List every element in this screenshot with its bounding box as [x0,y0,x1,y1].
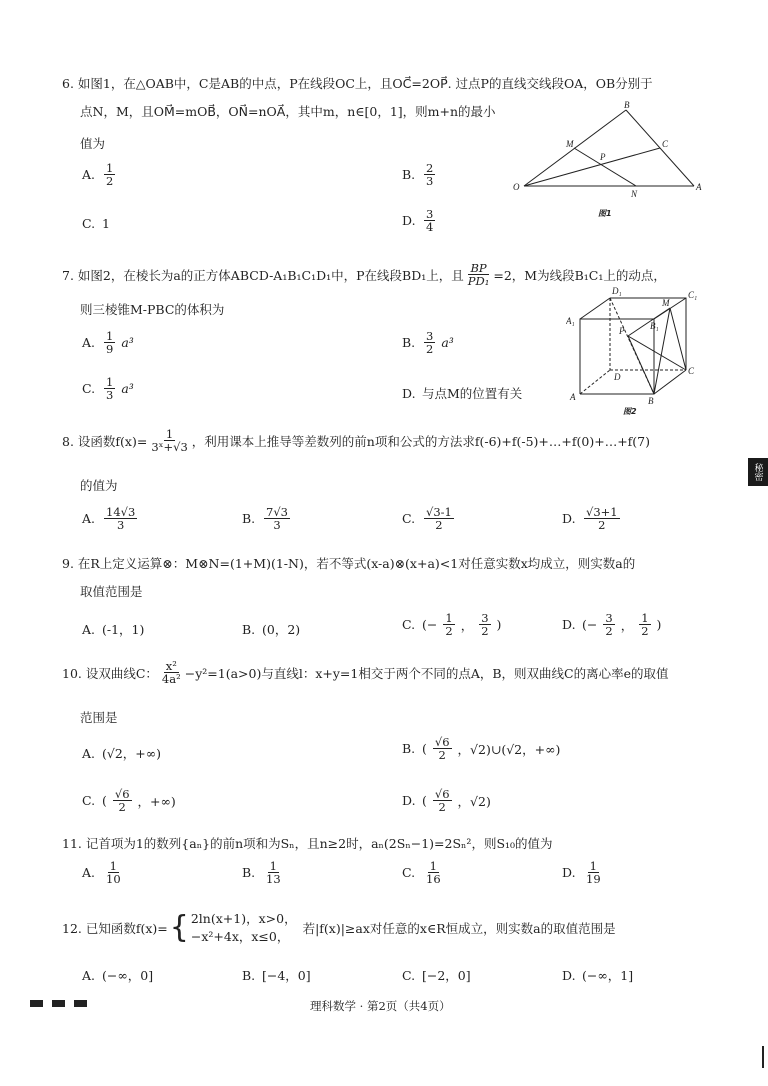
q6-option-b: B. $\frac{2}{3}$ [402,161,434,189]
q12-option-a: A. (−∞，0] [82,967,154,983]
fig2-label-p: P [619,326,625,336]
q6-stem-line2: 点N，M，且OM⃗=mOB⃗，ON⃗=nOA⃗，其中m，n∈[0，1]，则m+n的最小 [80,104,496,119]
q11-stem: 11. 记首项为1的数列{aₙ}的前n项和为Sₙ，且n≥2时，aₙ(2Sₙ−1)=2Sₙ²，则S₁₀的值为 [62,836,553,851]
q12-option-d: D. (−∞，1] [562,967,634,983]
fig2-label-b: B [648,396,654,406]
fig2-label-d: D [614,372,621,382]
q10-option-b: B. ( $\frac{√6}{2}$ ，√2)∪(√2，+∞) [402,735,561,763]
q7-figure-cube [566,284,706,419]
footer-mark-2 [52,1000,65,1007]
q8-option-d: D. $\frac{√3+1}{2}$ [562,505,618,533]
fig2-caption: 图2 [623,407,637,416]
q6-stem-line1: 6. 如图1，在△OAB中，C是AB的中点，P在线段OC上，且OC⃗=2OP⃗. 过点P的直线交线段OA，OB分别于 [62,76,653,91]
fig1-label-o: O [513,182,520,192]
fig2-label-c: C [688,366,695,376]
fig1-label-n: N [631,189,638,199]
fig2-label-m: M [662,298,670,308]
q8-stem-line1: 8. 设函数f(x)= $\frac{1}{\text{3ˣ+√3}}$ ，利用课本上推导等差数列的前n项和公式的方法求f(-6)+f(-5)+…+f(0)+…+f(7) [62,427,650,455]
q10-option-a: A. (√2，+∞) [82,745,162,761]
fig1-caption: 图1 [598,209,612,218]
q10-option-c: C. ( $\frac{√6}{2}$ ，+∞) [82,787,176,815]
q9-option-b: B. (0，2) [242,621,301,637]
q8-stem-line2: 的值为 [80,478,118,493]
q12-option-b: B. [−4，0] [242,967,311,983]
q7-stem-line1: 7. 如图2，在棱长为a的正方体ABCD-A₁B₁C₁D₁中，P在线段BD₁上，且 $\frac{BP}{\text{PD₁}}$ =2，M为线段B₁C₁上的动点， [62,261,666,289]
q7-option-a: A. $\frac{1}{9}$ a³ [82,329,134,357]
fig1-label-p: P [600,152,606,162]
q6-option-c: C. 1 [82,216,110,231]
q11-option-c: C. $\frac{1}{16}$ [402,859,441,887]
footer-mark-1 [30,1000,43,1007]
fig2-label-a1: A₁ [566,316,575,326]
q8-option-a: A. $\frac{14√3}{3}$ [82,505,136,533]
fig2-label-c1: C₁ [688,290,698,300]
fig2-label-b1: B₁ [650,321,659,331]
q12-stem: 12. 已知函数f(x)= { 2ln(x+1)，x>0， −x²+4x，x≤0， 若|f(x)|≥ax对任意的x∈R恒成立，则实数a的取值范围是 [62,910,616,946]
q10-option-d: D. ( $\frac{√6}{2}$ ，√2) [402,787,491,815]
q7-option-b: B. $\frac{3}{2}$ a³ [402,329,454,357]
q9-stem-line2: 取值范围是 [80,584,143,599]
footer-mark-3 [74,1000,87,1007]
q12-option-c: C. [−2，0] [402,967,471,983]
q9-option-c: C. (− $\frac{1}{2}$ ， $\frac{3}{2}$ ) [402,611,502,639]
fig2-label-d1: D₁ [612,286,622,296]
q9-stem-line1: 9. 在R上定义运算⊗：M⊗N=(1+M)(1-N)，若不等式(x-a)⊗(x+a)<1对任意实数x均成立，则实数a的 [62,556,636,571]
q12-piecewise-cases: 2ln(x+1)，x>0， −x²+4x，x≤0， [190,911,297,945]
fig1-label-b: B [624,100,630,110]
q9-option-a: A. (-1，1) [82,621,145,637]
fig1-label-m: M [566,139,574,149]
q11-option-b: B. $\frac{1}{13}$ [242,859,281,887]
q8-option-b: B. $\frac{7√3}{3}$ [242,505,288,533]
q6-stem-line3: 值为 [80,136,106,151]
fig2-label-a: A [570,392,576,402]
page-footer: 理科数学 · 第2页（共4页） [310,999,451,1013]
q11-option-a: A. $\frac{1}{10}$ [82,859,121,887]
q8-option-c: C. $\frac{√3-1}{2}$ [402,505,452,533]
fig1-label-c: C [662,139,669,149]
edge-mark [762,1046,764,1068]
fig1-label-a: A [696,182,702,192]
q6-option-a: A. $\frac{1}{2}$ [82,161,114,189]
q6-figure-triangle [510,100,710,225]
q6-option-d: D. $\frac{3}{4}$ [402,207,434,235]
q7-stem-line2: 则三棱锥M-PBC的体积为 [80,302,225,317]
q7-option-d: D. 与点M的位置有关 [402,385,523,401]
q10-stem-line1: 10. 设双曲线C： $\frac{\text{x²}}{\text{4a²}}$ −y²=1(a>0)与直线l：x+y=1相交于两个不同的点A，B，则双曲线C的离心率e的取值 [62,659,669,687]
q10-stem-line2: 范围是 [80,710,118,725]
q7-option-c: C. $\frac{1}{3}$ a³ [82,375,134,403]
q11-option-d: D. $\frac{1}{19}$ [562,859,601,887]
confidential-side-tab: 秘密 [748,458,768,486]
q9-option-d: D. (− $\frac{3}{2}$ ， $\frac{1}{2}$ ) [562,611,662,639]
